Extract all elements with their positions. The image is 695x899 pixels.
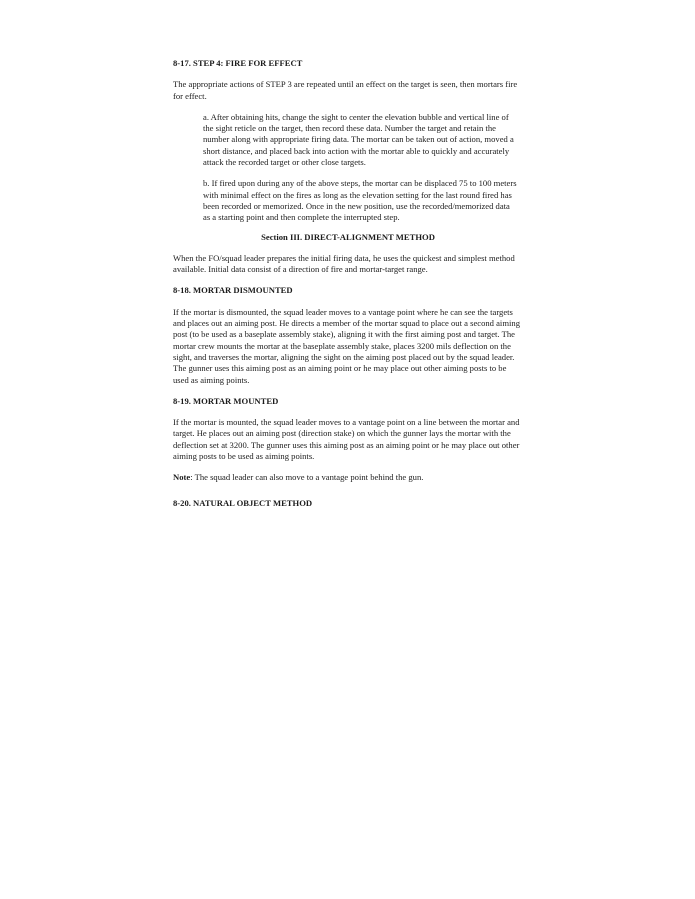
heading-8-17: 8-17. STEP 4: FIRE FOR EFFECT xyxy=(173,58,303,68)
note xyxy=(173,472,523,483)
page-content xyxy=(173,58,523,519)
note-label: Note xyxy=(173,472,191,483)
paragraph-8-17-a: a. After obtaining hits, change the sight to center the elevation bubble and vertical line of the sight reticle on the target, then record these data. Number the target and retain the number along with appropriate firing data. The mortar can be taken out of action, moved a short distance, and placed back into action with the mortar able to quickly and accurately attack the recorded target or other close targets. xyxy=(203,111,514,168)
section-iii-heading: Section III. DIRECT-ALIGNMENT METHOD xyxy=(261,231,435,242)
paragraph-8-18: If the mortar is dismounted, the squad leader moves to a vantage point where he can see the targets and places out an aiming post. He directs a member of the mortar squad to place out a second aiming post (to be used as a baseplate assembly stake), aligning it with the first aiming post and target. The mortar crew mounts the mortar at the baseplate assembly stake, places 3200 mils deflection on the sight, and traverses the mortar, aligning the sight on the aiming post placed out by the squad leader. The gunner uses this aiming post as an aiming point or he may place out other aiming posts to be used as aiming points. xyxy=(173,306,520,385)
paragraph-8-19: If the mortar is mounted, the squad leader moves to a vantage point on a line between the mortar and target. He places out an aiming post (direction stake) on which the gunner lays the mortar with the deflection set at 3200. The gunner uses this aiming post as an aiming point or he may place out other aiming posts to be used as aiming points. xyxy=(173,417,520,462)
heading-8-18: 8-18. MORTAR DISMOUNTED xyxy=(173,285,293,296)
paragraph-8-17-intro: The appropriate actions of STEP 3 are repeated until an effect on the target is seen, then mortars fire for effect. xyxy=(173,79,518,101)
heading-8-19: 8-19. MORTAR MOUNTED xyxy=(173,395,279,406)
paragraph-section-iii-intro: When the FO/squad leader prepares the initial firing data, he uses the quickest and simplest method available. Initial data consist of a direction of fire and mortar-target range. xyxy=(173,252,515,275)
heading-8-20: 8-20. NATURAL OBJECT METHOD xyxy=(173,497,313,508)
note-text: : The squad leader can also move to a vantage point behind the gun. xyxy=(190,472,424,483)
paragraph-8-17-b: b. If fired upon during any of the above steps, the mortar can be displaced 75 to 100 meters with minimal effect on the fires as long as the elevation setting for the last round fired has been recorded or memorized. Once in the new position, use the recorded/memorized data as a starting point and then complete the interrupted step. xyxy=(203,178,517,223)
